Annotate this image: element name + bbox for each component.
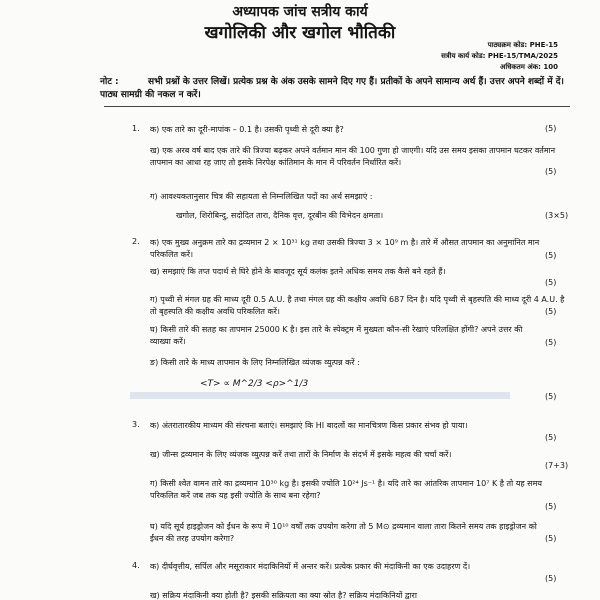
question-text: क) एक मुख्य अनुक्रम तारे का द्रव्यमान 2 × 10³¹ kg तथा उसकी त्रिज्या 3 × 10⁹ m है। तारे में औसत तापमान का अनुमानित मान परिकलित करें। <box>150 238 540 259</box>
course-code: पाठ्यक्रम कोड: PHE-15 <box>487 41 558 49</box>
question-marks: (5) <box>545 167 557 176</box>
question-text: ख) एक अरब वर्ष बाद एक तारे की त्रिज्या बढ़कर अपने वर्तमान मान की 100 गुणा हो जाएगी। यदि उस समय इसका तापमान घटकर वर्तमान तापमान का आधा रह जाए तो इसके निरपेक्ष कांतिमान के मान में परिवर्तन निर्धारित करें। <box>150 146 556 167</box>
question-text: क) दीर्घवृत्तीय, सर्पिल और मसूराकार मंदाकिनियों में अन्तर करें। प्रत्येक प्रकार की मंदाकिनी का एक उदाहरण दें। <box>150 562 471 571</box>
question-marks: (5) <box>545 392 557 401</box>
header-title: अध्यापक जांच सत्रीय कार्य <box>232 4 368 20</box>
question-text: ख) जीन्स द्रव्यमान के लिए व्यंजक व्युत्पन्न करें तथा तारों के निर्माण के संदर्भ में इसके महत्व की चर्चा करें। <box>150 450 452 459</box>
question-number: 3. <box>132 420 140 429</box>
question-marks: (5) <box>545 124 557 133</box>
question-marks: (3×5) <box>545 211 569 220</box>
question-number: 4. <box>132 561 140 570</box>
header-subtitle: खगोलिकी और खगोल भौतिकी <box>204 23 396 43</box>
question-marks: (5) <box>545 307 557 316</box>
max-marks: अधिकतम अंक: 100 <box>499 63 558 71</box>
note-text: सभी प्रश्नों के उत्तर लिखें। प्रत्येक प्रश्न के अंक उसके सामने दिए गए हैं। प्रतीकों के अपने सामान्य अर्थ हैं। उत्तर अपने शब्दों में दें। पाठ्य सामग्री की नकल न करें। <box>100 77 564 100</box>
question-text: ग) किसी श्वेत वामन तारे का द्रव्यमान 10³⁰ kg है। इसकी ज्योति 10²⁴ Js⁻¹ है। यदि तारे का आंतरिक तापमान 10⁷ K है तो यह समय परिकलित करें जब तक यह इसी ज्योति के साथ बना रहेगा? <box>150 479 542 500</box>
question-text: ख) समझाएं कि तप्त पदार्थ से घिरे होने के बावजूद सूर्य कलंक इतने अधिक समय तक कैसे बने रहते हैं। <box>150 267 446 276</box>
question-text: ग) पृथ्वी से मंगल ग्रह की माध्य दूरी 0.5 A.U. है तथा मंगल ग्रह की कक्षीय अवधि 687 दिन है। यदि पृथ्वी से बृहस्पति की माध्य दूरी 4 A.U. है तो बृहस्पति की कक्षीय अवधि परिकलित करें। <box>150 295 565 316</box>
question-text: क) अंतरातारकीय माध्यम की संरचना बताएं। समझाएं कि HI बादलों का मानचित्रण किस प्रकार संभव हो पाया। <box>150 421 468 430</box>
question-text: क) एक तारे का दूरी-मापांक – 0.1 है। उसकी पृथ्वी से दूरी क्या है? <box>150 125 344 134</box>
question-marks: (7+3) <box>545 461 569 470</box>
question-marks: (5) <box>545 278 557 287</box>
question-marks: (5) <box>545 433 557 442</box>
question-number: 2. <box>132 237 140 246</box>
question-number: 1. <box>132 124 140 133</box>
note-label: नोट : <box>100 77 119 87</box>
question-text: ग) आवश्यकतानुसार चित्र की सहायता से निम्नलिखित पदों का अर्थ समझाएं : <box>150 192 373 201</box>
question-text: ङ) किसी तारे के माध्य तापमान के लिए निम्नलिखित व्यंजक व्युत्पन्न करें : <box>150 358 360 367</box>
question-marks: (5) <box>545 338 557 347</box>
question-text: ख) सक्रिय मंदाकिनी क्या होती है? इसकी सक्रियता का क्या स्रोत है? सक्रिय मंदाकिनियों द्वारा <box>150 591 417 600</box>
watermark-band <box>130 392 510 421</box>
question-marks: (5) <box>545 251 557 260</box>
note-block <box>100 76 570 102</box>
question-marks: (5) <box>545 502 557 511</box>
question-text: घ) यदि सूर्य हाइड्रोजन को ईंधन के रूप में 10¹⁰ वर्षों तक उपयोग करेगा तो 5 M⊙ द्रव्यमान वाला तारा कितने समय तक हाइड्रोजन को ईंधन की तरह उपयोग करेगा? <box>150 522 537 543</box>
formula: <T> ∝ M^2/3 <ρ>^1/3 <box>200 379 309 389</box>
question-marks: (5) <box>545 574 557 583</box>
question-marks: (5) <box>545 534 557 543</box>
question-text: घ) किसी तारे की सतह का तापमान 25000 K है। इस तारे के स्पेक्ट्रम में मुख्यतः कौन-सी रेखाएं परिलक्षित होंगी? अपने उत्तर की व्याख्या करें। <box>150 325 523 346</box>
divider <box>104 106 570 107</box>
question-text: खगोल, शिरोबिन्दु, सदोदित तारा, दैनिक वृत्त, दूरबीन की विभेदन क्षमता। <box>176 211 384 220</box>
assignment-code: सत्रीय कार्य कोड: PHE-15/TMA/2025 <box>441 52 558 60</box>
